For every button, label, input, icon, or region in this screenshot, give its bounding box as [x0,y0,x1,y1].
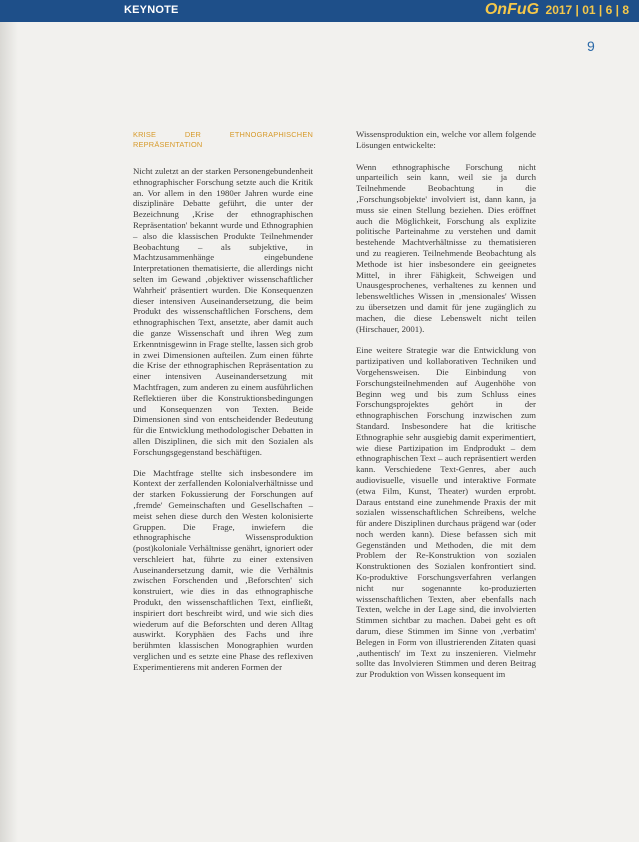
paragraph: Eine weitere Strategie war die Entwicklung von partizipativen und kollaborativen Techniken und Vorgehensweisen. Die Einbindung von Forschungsteilnehmenden auf Augenhöhe von Beginn weg und bis zum Schluss eines Forschungsprojektes gehört in der ethnographischen Forschung inzwischen zum Standard. Insbesondere hat die kritische Ethnographie sehr ausgiebig damit experimentiert, wie diese Partizipation im Endprodukt – dem ethnographischen Text – auch repräsentiert werden kann. Verschiedene Text-Genres, aber auch audiovisuelle, visuelle und interaktive Formate (etwa Film, Kunst, Theater) wurden erprobt. Daraus entstand eine zunehmende Praxis der mit sozialen wissenschaftlichen Schreibens, welche für andere Disziplinen durchaus prägend war (oder noch werden kann). Diese befassen sich mit Gegenständen und Methoden, die mit dem Problem der Re-Konstruktion von sozialen Konstruktionen des Sozialen konfrontiert sind. Ko-produktive Forschungsverfahren verlangen nicht nur sogenannte ko-produzierten wissenschaftlichen Texten, aber ebenfalls nach Texten, welche in der Lage sind, die involvierten Stimmen sichtbar zu machen. Dabei geht es oft darum, diese Stimmen im Sinne von ‚verbatim' Belegen in Form von illustrierenden Zitaten quasi ‚authentisch' im Text zu inszenieren. Vielmehr sollte das Involvieren Stimmen und deren Beitrag zur Produktion von Wissen konsequent im [356,345,536,680]
section-label: KEYNOTE [124,4,179,16]
paragraph: Wissensproduktion ein, welche vor allem folgende Lösungen entwickelte: [356,129,536,150]
journal-brand [485,1,629,19]
page-shadow [0,22,18,842]
section-heading: KRISE DER ETHNOGRAPHISCHEN REPRÄSENTATION [133,130,313,149]
issue-number: 2017 | 01 | 6 | 8 [545,3,629,17]
paragraph: Die Machtfrage stellte sich insbesondere im Kontext der zerfallenden Kolonialverhältnisse und der starken Fokussierung der Forschungen auf ‚fremde' Gemeinschaften und Gesellschaften – meist sehen diese durch den Westen kolonisierte Gruppen. Die Frage, inwiefern die ethnographische Wissensproduktion (post)koloniale Verhältnisse genährt, ignoriert oder verschleiert hat, führte zu einer extensiven Auseinandersetzung damit, wie die Verhältnis zwischen Forschenden und ‚Beforschten' sich konstruiert, wie dies in das ethnographische Produkt, den wissenschaftlichen Text, einfließt, inspiriert dort beschreibt wird, und wie sich dies wiederum auf die Beforschten und deren Alltag auswirkt. Koryphäen des Fachs und ihre berühmten klassischen Monographien wurden verglichen und es setzte eine Phase des reflexiven Experimentierens mit anderen Formen der [133,467,313,672]
header-bar [0,0,639,22]
right-column [356,129,536,691]
brand-logo: OnFuG [484,1,540,18]
left-column [133,130,313,683]
paragraph: Nicht zuletzt an der starken Personengebundenheit ethnographischer Forschung setzte auch die Kritik an. Vor allem in den 1980er Jahren wurde eine disziplinäre Debatte geführt, die unter der Bezeichnung ‚Krise der ethnographischen Repräsentation' bekannt wurde und Ethnographien – also die klassischen Produkte Teilnehmender Beobachtung – als subjektive, in Machtzusammenhänge eingebundene Interpretationen thematisierte, die allerdings nicht selten im Gewand ‚objektiver wissenschaftlicher Wahrheit' präsentiert wurden. Die Konsequenzen dieser intensiven Auseinandersetzung, die beim Produkt des wissenschaftlichen Forschens, dem ethnographischen Text, ansetzte, aber damit auch die ganze Wissenschaft und ihren Weg zum Erkenntnisgewinn in Frage stellte, lassen sich grob in zwei Dimensionen aufteilen. Zum einen führte die Krise der ethnographischen Repräsentation zu einer intensiven Auseinandersetzung mit Machtfragen, zum anderen zu einem ausführlichen Reflektieren über die Konstruktionsbedingungen und Konsequenzen von Texten. Beide Dimensionen sind von entscheidender Bedeutung für die Entwicklung methodologischer Debatten in allen Disziplinen, die sich mit den Sozialen als Forschungsgegenstand beschäftigen. [133,166,313,457]
page-number: 9 [587,38,595,54]
paragraph: Wenn ethnographische Forschung nicht unparteilich sein kann, weil sie ja durch Teilnehmende Beobachtung in die ‚Forschungsobjekte' involviert ist, dann kann, ja muss sie einen Stellung beziehen. Dies eröffnet auch die Möglichkeit, Forschung als explizite politische Parteinahme zu verstehen und damit bestehende Machtverhältnisse zu thematisieren und zu reagieren. Teilnehmende Beobachtung als Methode ist hier insbesondere ein geeignetes Mittel, in ihrer Fähigkeit, Schweigen und Unausgesprochenes, verhaltenes zu kennen und lebensweltliches Wissen in ‚mensionales' Wissen zu übersetzen und damit für jene zugänglich zu machen, die diese Lebenswelt nicht teilen (Hirschauer, 2001). [356,161,536,334]
